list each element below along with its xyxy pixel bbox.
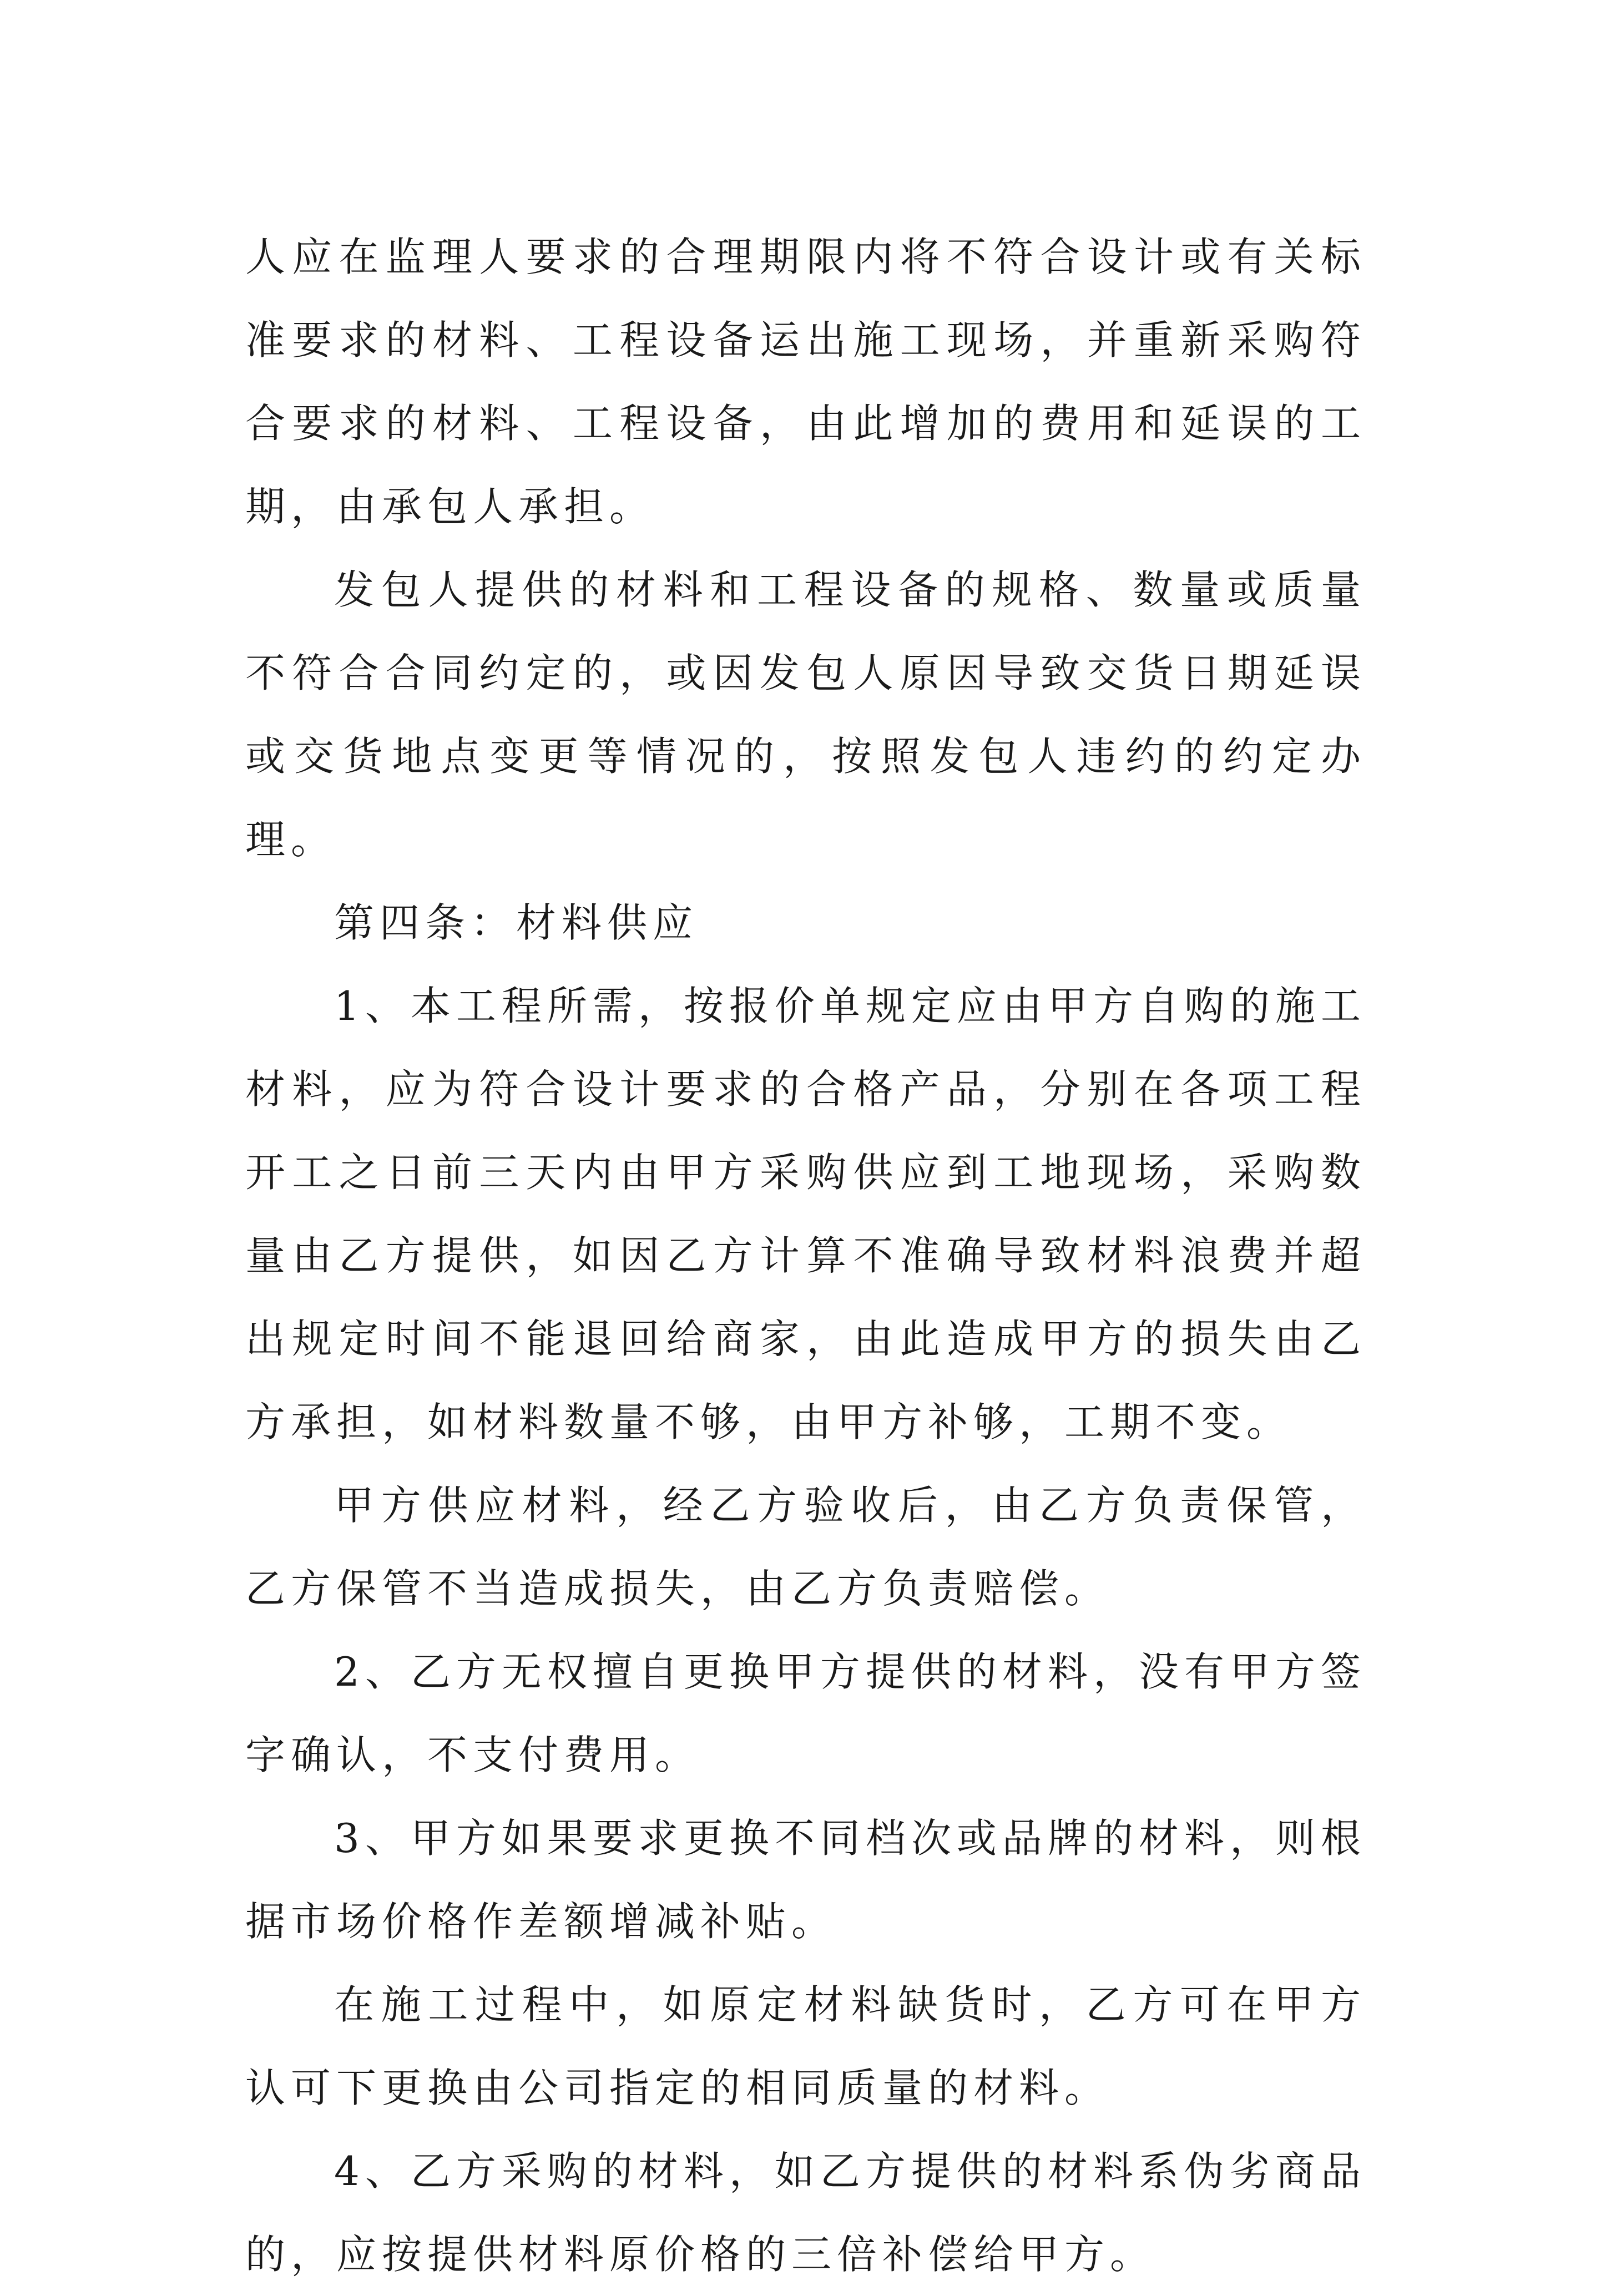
- paragraph-8: 4、乙方采购的材料，如乙方提供的材料系伪劣商品的，应按提供材料原价格的三倍补偿给甲方。: [245, 2148, 1366, 2278]
- paragraph-1: 人应在监理人要求的合理期限内将不符合设计或有关标准要求的材料、工程设备运出施工现场，并重新采购符合要求的材料、工程设备，由此增加的费用和延误的工期，由承包人承担。: [245, 234, 1366, 530]
- paragraph-7: 在施工过程中，如原定材料缺货时，乙方可在甲方认可下更换由公司指定的相同质量的材料。: [245, 1981, 1366, 2111]
- paragraph-4: 甲方供应材料，经乙方验收后，由乙方负责保管，乙方保管不当造成损失，由乙方负责赔偿。: [245, 1482, 1366, 1612]
- paragraph-3: 1、本工程所需，按报价单规定应由甲方自购的施工材料，应为符合设计要求的合格产品，分别在各项工程开工之日前三天内由甲方采购供应到工地现场，采购数量由乙方提供，如因乙方计算不准确导致材料浪费并超出规定时间不能退回给商家，由此造成甲方的损失由乙方承担，如材料数量不够，由甲方补够，工期不变。: [245, 983, 1366, 1445]
- paragraph-2: 发包人提供的材料和工程设备的规格、数量或质量不符合合同约定的，或因发包人原因导致交货日期延误或交货地点变更等情况的，按照发包人违约的约定办理。: [245, 567, 1366, 863]
- section-heading: 第四条：材料供应: [334, 899, 699, 946]
- paragraph-5: 2、乙方无权擅自更换甲方提供的材料，没有甲方签字确认，不支付费用。: [245, 1648, 1366, 1778]
- document-body: [245, 215, 1366, 2296]
- paragraph-6: 3、甲方如果要求更换不同档次或品牌的材料，则根据市场价格作差额增减补贴。: [245, 1815, 1366, 1945]
